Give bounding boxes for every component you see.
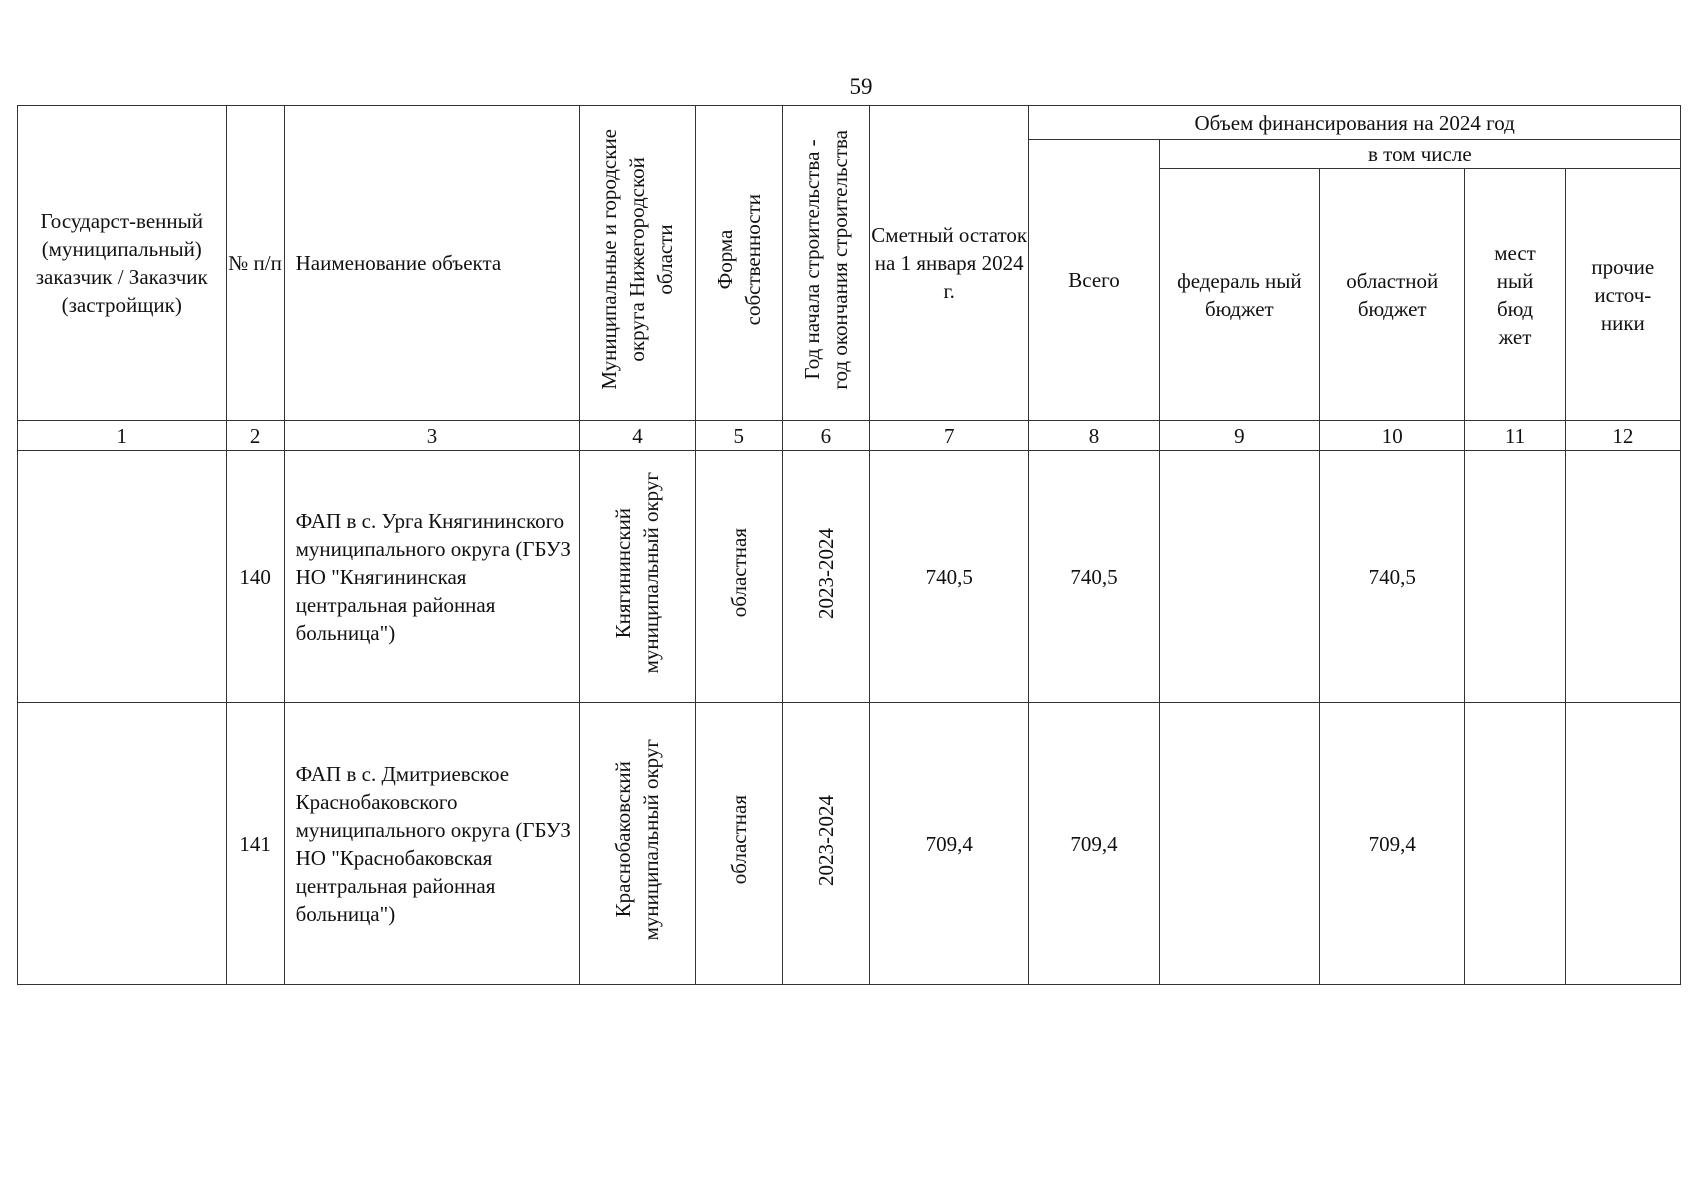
cell-district (580, 451, 695, 703)
district-text: Княгининский муниципальный округ (611, 472, 664, 674)
table-row (18, 451, 1681, 703)
object-name-text: ФАП в с. Дмитриевское Краснобаковского муниципального округа (ГБУЗ НО "Краснобаковская центральная районная больница") (295, 761, 571, 926)
column-number: 11 (1465, 421, 1565, 451)
column-number: 2 (226, 421, 284, 451)
page-number: 59 (849, 74, 873, 99)
cell-district (580, 703, 695, 985)
header-ownership-text: Форма собственности (712, 193, 765, 326)
cell-other (1565, 451, 1680, 703)
table-row (18, 703, 1681, 985)
header-funding-group: Объем финансирования на 2024 год (1029, 106, 1681, 140)
cell-ownership (695, 451, 782, 703)
header-local: мест ный бюд жет (1465, 169, 1565, 421)
ownership-text: областная (726, 795, 751, 885)
header-federal: федераль ный бюджет (1159, 169, 1319, 421)
column-number: 12 (1565, 421, 1680, 451)
header-years (782, 106, 869, 421)
ownership-text: областная (726, 528, 751, 618)
header-number: № п/п (226, 106, 284, 421)
cell-ownership (695, 703, 782, 985)
header-object-name: Наименование объекта (284, 106, 580, 421)
column-number: 4 (580, 421, 695, 451)
funding-table (17, 105, 1681, 985)
cell-total: 740,5 (1029, 451, 1159, 703)
cell-number: 140 (226, 451, 284, 703)
cell-balance: 709,4 (870, 703, 1029, 985)
header-other: прочие источ-ники (1565, 169, 1680, 421)
header-years-text: Год начала строительства - год окончания строительства (799, 129, 852, 390)
header-row-top (18, 106, 1681, 140)
cell-number: 141 (226, 703, 284, 985)
cell-regional: 740,5 (1320, 451, 1465, 703)
cell-federal (1159, 703, 1319, 985)
cell-other (1565, 703, 1680, 985)
column-number: 3 (284, 421, 580, 451)
header-total: Всего (1029, 140, 1159, 421)
years-text: 2023-2024 (813, 527, 838, 619)
cell-regional: 709,4 (1320, 703, 1465, 985)
cell-customer (18, 451, 227, 703)
header-districts (580, 106, 695, 421)
cell-years (782, 451, 869, 703)
header-regional: областной бюджет (1320, 169, 1465, 421)
header-customer: Государст-венный (муниципальный) заказчик / Заказчик (застройщик) (18, 106, 227, 421)
column-number: 5 (695, 421, 782, 451)
cell-total: 709,4 (1029, 703, 1159, 985)
cell-local (1465, 451, 1565, 703)
header-including: в том числе (1159, 140, 1680, 169)
column-number: 10 (1320, 421, 1465, 451)
column-number: 9 (1159, 421, 1319, 451)
years-text: 2023-2024 (813, 794, 838, 886)
column-number: 1 (18, 421, 227, 451)
column-number: 8 (1029, 421, 1159, 451)
header-balance: Сметный остаток на 1 января 2024 г. (870, 106, 1029, 421)
cell-balance: 740,5 (870, 451, 1029, 703)
header-ownership (695, 106, 782, 421)
cell-federal (1159, 451, 1319, 703)
district-text: Краснобаковский муниципальный округ (611, 739, 664, 941)
column-number: 7 (870, 421, 1029, 451)
cell-object-name (284, 451, 580, 703)
cell-years (782, 703, 869, 985)
object-name-text: ФАП в с. Урга Княгининского муниципального округа (ГБУЗ НО "Княгининская центральная районная больница") (295, 508, 571, 645)
header-districts-text: Муниципальные и городские округа Нижегородской области (597, 129, 678, 390)
cell-object-name (284, 703, 580, 985)
cell-customer (18, 703, 227, 985)
column-number: 6 (782, 421, 869, 451)
column-numbers-row (18, 421, 1681, 451)
cell-local (1465, 703, 1565, 985)
